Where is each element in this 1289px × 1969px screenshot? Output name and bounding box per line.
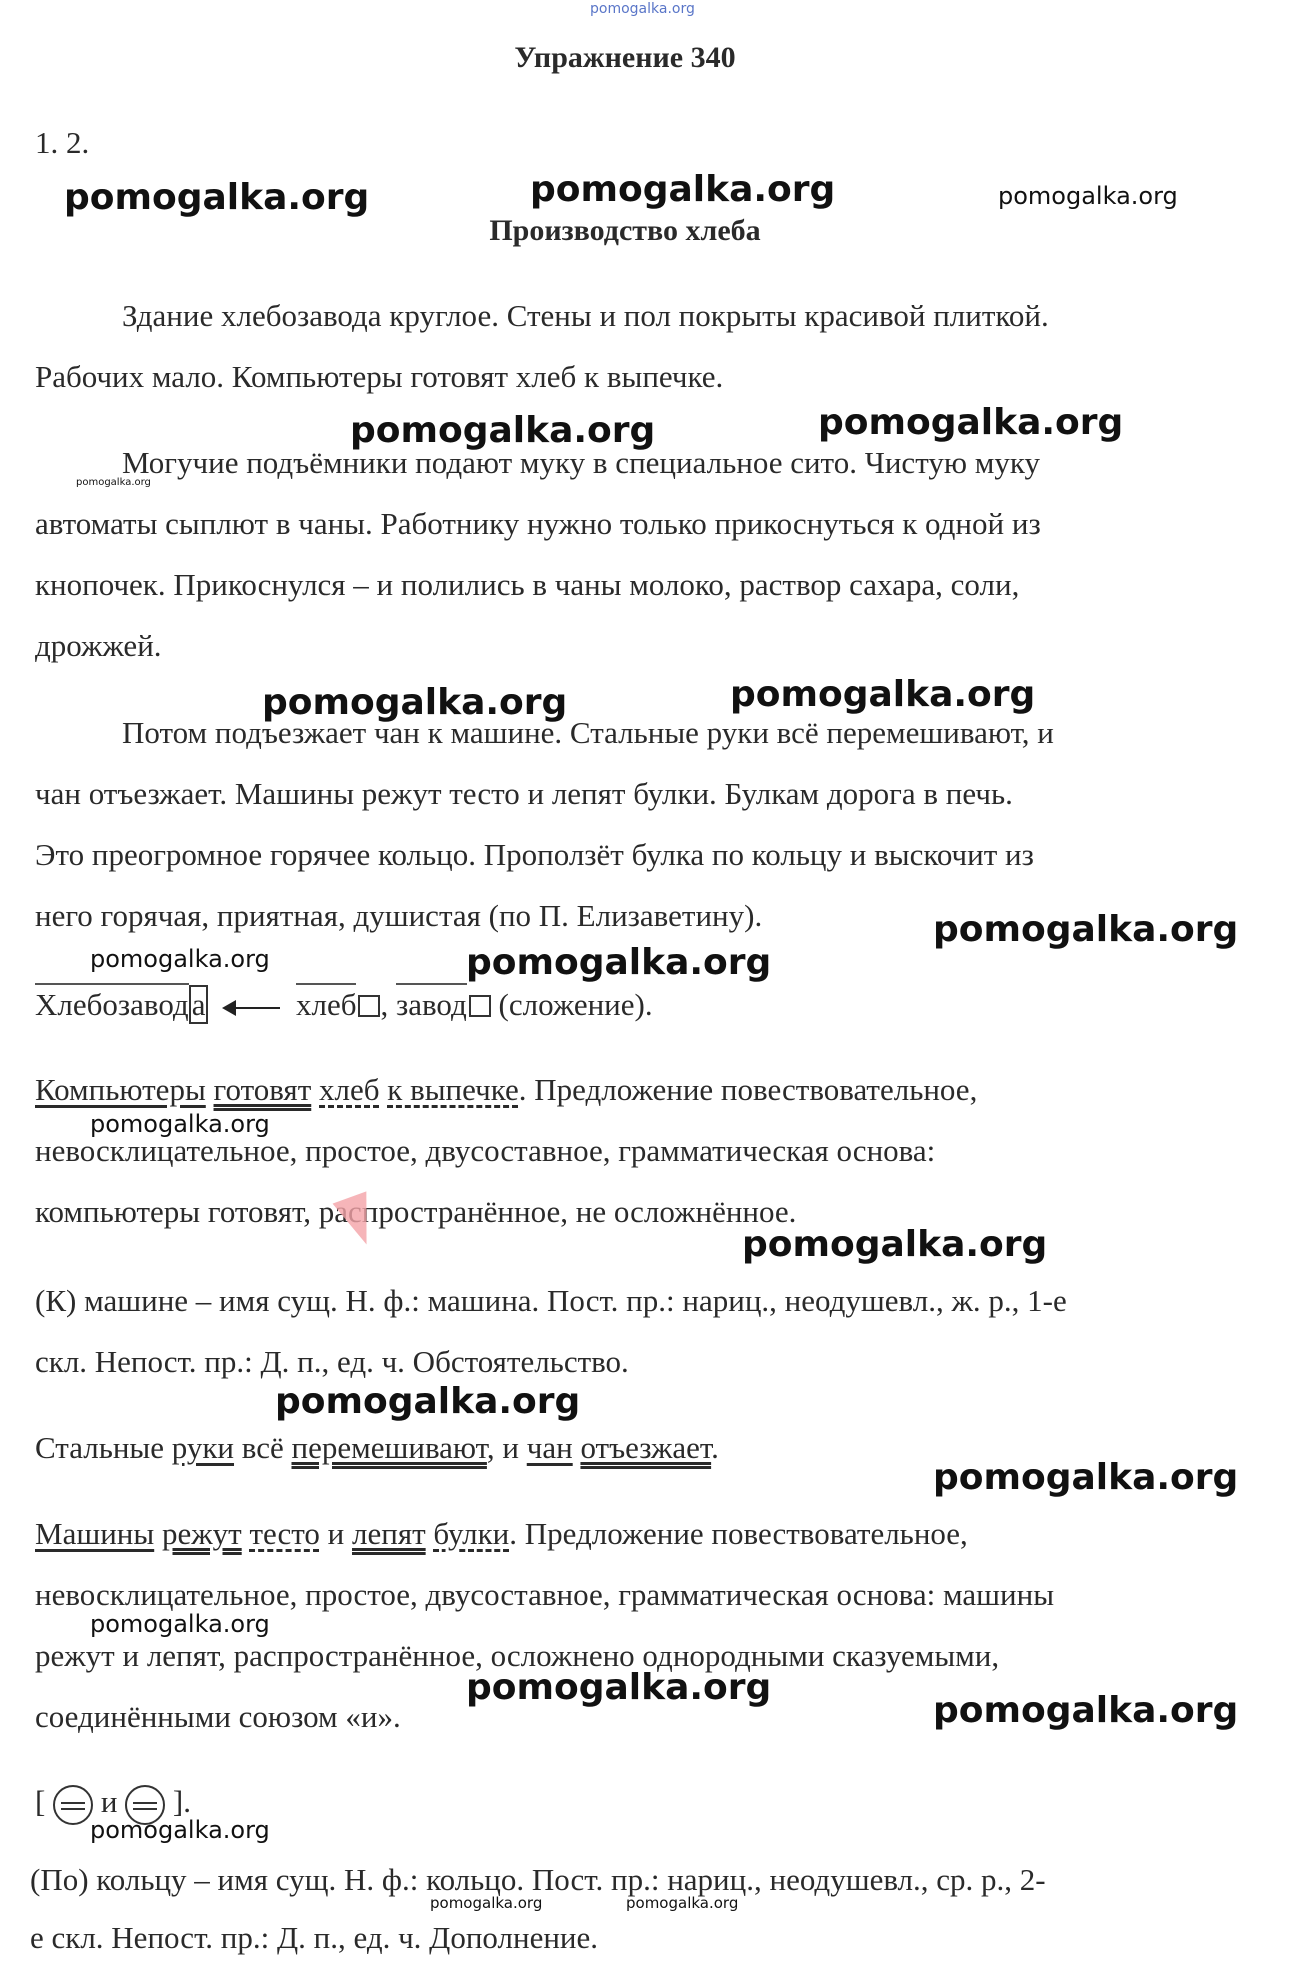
predicate-circle-icon [53, 1785, 93, 1825]
text-line: Это преогромное горячее кольцо. Проползёт булка по кольцу и выскочит из [35, 837, 1034, 872]
formation-method: (сложение). [498, 987, 653, 1022]
morph-analysis: е скл. Непост. пр.: Д. п., ед. ч. Дополнение. [30, 1920, 599, 1955]
analysis-sentence: Компьютеры готовят хлеб к выпечке. Предложение повествовательное, [35, 1072, 978, 1107]
word: . [711, 1430, 719, 1465]
text-line: него горячая, приятная, душистая (по П. Елизаветину). [35, 898, 763, 933]
predicate: отъезжает [580, 1430, 712, 1465]
task-numbers: 1. 2. [35, 125, 90, 160]
analysis-text: режут и лепят, распространённое, осложнено однородными сказуемыми, [35, 1638, 1000, 1673]
watermark: pomogalka.org [933, 909, 1239, 950]
word-formation-stem: Хлебозавод [35, 983, 189, 1022]
analysis-text: Предложение повествовательное, [524, 1516, 968, 1551]
arrow-left-icon [224, 1007, 280, 1009]
word: Стальные [35, 1430, 165, 1465]
text-line: автоматы сыплют в чаны. Работнику нужно только прикоснуться к одной из [35, 506, 1041, 541]
watermark: pomogalka.org [90, 1816, 270, 1844]
watermark: pomogalka.org [262, 682, 568, 723]
watermark: pomogalka.org [818, 402, 1124, 443]
watermark: pomogalka.org [466, 942, 772, 983]
analysis-sentence: Машины режут тесто и лепят булки. Предложение повествовательное, [35, 1516, 968, 1551]
analysis-text: компьютеры готовят, распространённое, не осложнённое. [35, 1194, 797, 1229]
text-line: Могучие подъёмники подают муку в специальное сито. Чистую муку [122, 445, 1040, 480]
watermark: pomogalka.org [350, 410, 656, 451]
watermark: pomogalka.org [590, 1, 695, 17]
watermark: pomogalka.org [90, 1610, 270, 1638]
text-line: Рабочих мало. Компьютеры готовят хлеб к выпечке. [35, 359, 724, 394]
predicate: режут [161, 1516, 242, 1551]
watermark: pomogalka.org [933, 1690, 1239, 1731]
subject: Машины [35, 1516, 155, 1551]
object: тесто [249, 1516, 320, 1551]
word: , и [486, 1430, 519, 1465]
object: булки [433, 1516, 510, 1551]
subject: руки [171, 1430, 235, 1465]
watermark: pomogalka.org [430, 1894, 543, 1912]
text-line: чан отъезжает. Машины режут тесто и лепят булки. Булкам дорога в печь. [35, 776, 1013, 811]
scheme-bracket: ]. [172, 1784, 191, 1819]
analysis-text: невосклицательное, простое, двусоставное, грамматическая основа: [35, 1133, 936, 1168]
text-title: Производство хлеба [489, 214, 761, 247]
conjunction: и [327, 1516, 345, 1551]
object: хлеб [319, 1072, 380, 1107]
null-ending-icon [469, 995, 491, 1017]
predicate: готовят [213, 1072, 312, 1107]
watermark: pomogalka.org [275, 1381, 581, 1422]
watermark: pomogalka.org [933, 1457, 1239, 1498]
watermark: pomogalka.org [64, 177, 370, 218]
subject: Компьютеры [35, 1072, 206, 1107]
watermark: pomogalka.org [530, 169, 836, 210]
scheme-bracket: [ [35, 1784, 46, 1819]
predicate: лепят [352, 1516, 426, 1551]
analysis-text: невосклицательное, простое, двусоставное, грамматическая основа: машины [35, 1577, 1055, 1612]
morph-analysis: (По) кольцу – имя сущ. Н. ф.: кольцо. Пост. пр.: нариц., неодушевл., ср. р., 2- [30, 1862, 1046, 1897]
word-formation: Хлебозавода хлеб , завод (сложение). [35, 987, 653, 1023]
text-line: Потом подъезжает чан к машине. Стальные руки всё перемешивают, и [122, 715, 1054, 750]
analysis-text: Предложение повествовательное, [534, 1072, 978, 1107]
morph-analysis: (К) машине – имя сущ. Н. ф.: машина. Пост. пр.: нариц., неодушевл., ж. р., 1-е [35, 1283, 1067, 1318]
source-word-1: хлеб [296, 983, 357, 1022]
text-line: Здание хлебозавода круглое. Стены и пол покрыты красивой плиткой. [122, 298, 1049, 333]
predicate: перемешивают [291, 1430, 487, 1465]
text-line: кнопочек. Прикоснулся – и полились в чаны молоко, раствор сахара, соли, [35, 567, 1020, 602]
watermark: pomogalka.org [742, 1224, 1048, 1265]
word-formation-ending: а [189, 985, 209, 1024]
exercise-title: Упражнение 340 [514, 41, 736, 74]
word: всё [241, 1430, 284, 1465]
watermark: pomogalka.org [76, 477, 151, 488]
source-word-2: завод [396, 983, 467, 1022]
watermark: pomogalka.org [730, 674, 1036, 715]
subject: чан [526, 1430, 573, 1465]
scheme-conjunction: и [100, 1784, 118, 1819]
null-ending-icon [358, 995, 380, 1017]
sentence-parsed [35, 1430, 719, 1466]
watermark: pomogalka.org [90, 1110, 270, 1138]
watermark: pomogalka.org [998, 182, 1178, 210]
watermark: pomogalka.org [90, 945, 270, 973]
morph-analysis: скл. Непост. пр.: Д. п., ед. ч. Обстоятельство. [35, 1344, 629, 1379]
analysis-text: соединёнными союзом «и». [35, 1699, 401, 1734]
text-line: дрожжей. [35, 628, 162, 663]
watermark: pomogalka.org [626, 1894, 739, 1912]
adverbial: к выпечке [387, 1072, 519, 1107]
watermark: pomogalka.org [466, 1667, 772, 1708]
